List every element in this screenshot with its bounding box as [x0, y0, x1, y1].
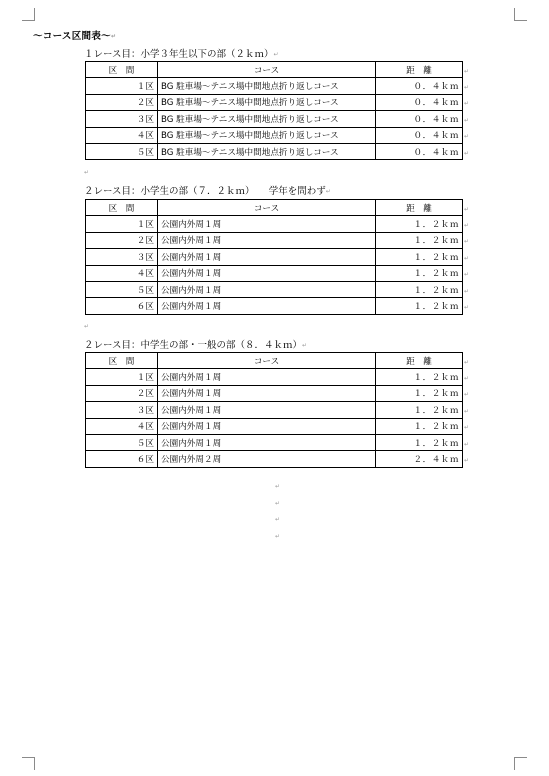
section-cell: ２区: [86, 385, 158, 401]
section-cell: ２区: [86, 232, 158, 248]
table-row: [86, 94, 463, 110]
section-cell: ５区: [86, 434, 158, 450]
section-cell: ４区: [86, 265, 158, 281]
course-cell: 公園内外周１周: [158, 232, 376, 248]
section-heading-3: ２レース目：中学生の部・一般の部（８．４ｋｍ）↵: [84, 340, 308, 351]
table-row: [86, 434, 463, 450]
row-end-mark: ↵: [464, 133, 470, 141]
distance-cell: ０．４ｋｍ: [376, 94, 463, 110]
section-cell: ３区: [86, 249, 158, 265]
course-table-3: [85, 352, 463, 468]
empty-paragraph-mark: ↵: [84, 169, 90, 176]
distance-cell: ０．４ｋｍ: [376, 78, 463, 94]
course-cell: 公園内外周１周: [158, 418, 376, 434]
table-row: [86, 216, 463, 232]
course-table-2: [85, 199, 463, 315]
table-row: [86, 451, 463, 467]
row-end-mark: ↵: [464, 67, 470, 75]
table-header-row: [86, 353, 463, 369]
row-end-mark: ↵: [464, 287, 470, 295]
table-row: [86, 369, 463, 385]
course-cell: 公園内外周１周: [158, 265, 376, 281]
distance-cell: ０．４ｋｍ: [376, 127, 463, 143]
course-cell: 公園内外周１周: [158, 369, 376, 385]
distance-cell: １．２ｋｍ: [376, 265, 463, 281]
table-row: [86, 78, 463, 94]
course-cell: 公園内外周１周: [158, 281, 376, 297]
section-cell: １区: [86, 78, 158, 94]
course-cell: BG 駐車場〜テニス場中間地点折り返しコース: [158, 111, 376, 127]
table-row: [86, 249, 463, 265]
section-cell: ６区: [86, 298, 158, 314]
section-heading-1: １レース目：小学３年生以下の部（２ｋｍ）↵: [84, 49, 279, 60]
table-row: [86, 281, 463, 297]
distance-cell: １．２ｋｍ: [376, 369, 463, 385]
row-end-mark: ↵: [464, 391, 470, 399]
section-cell: ４区: [86, 418, 158, 434]
header-course: コース: [158, 62, 376, 78]
row-end-mark: ↵: [464, 358, 470, 366]
course-cell: 公園内外周１周: [158, 385, 376, 401]
header-course: コース: [158, 353, 376, 369]
row-end-mark: ↵: [464, 238, 470, 246]
table-header-row: [86, 62, 463, 78]
table-row: [86, 143, 463, 159]
header-section: 区 間: [86, 353, 158, 369]
distance-cell: １．２ｋｍ: [376, 402, 463, 418]
distance-cell: １．２ｋｍ: [376, 249, 463, 265]
course-cell: 公園内外周１周: [158, 298, 376, 314]
row-end-mark: ↵: [464, 205, 470, 213]
distance-cell: １．２ｋｍ: [376, 434, 463, 450]
section-cell: ５区: [86, 143, 158, 159]
empty-paragraph-mark: ↵: [275, 516, 281, 523]
header-section: 区 間: [86, 62, 158, 78]
distance-cell: ２．４ｋｍ: [376, 451, 463, 467]
row-end-mark: ↵: [464, 116, 470, 124]
row-end-mark: ↵: [464, 424, 470, 432]
document-title: 〜コース区間表〜↵: [33, 31, 117, 42]
section-cell: ２区: [86, 94, 158, 110]
course-table-1: [85, 61, 463, 160]
course-cell: BG 駐車場〜テニス場中間地点折り返しコース: [158, 78, 376, 94]
course-cell: 公園内外周２周: [158, 451, 376, 467]
section-cell: ３区: [86, 402, 158, 418]
row-end-mark: ↵: [464, 84, 470, 92]
header-section: 区 間: [86, 200, 158, 216]
course-cell: BG 駐車場〜テニス場中間地点折り返しコース: [158, 143, 376, 159]
table-row: [86, 232, 463, 248]
course-cell: 公園内外周１周: [158, 249, 376, 265]
distance-cell: １．２ｋｍ: [376, 418, 463, 434]
row-end-mark: ↵: [464, 304, 470, 312]
table-header-row: [86, 200, 463, 216]
section-cell: ５区: [86, 281, 158, 297]
table-row: [86, 298, 463, 314]
empty-paragraph-mark: ↵: [275, 500, 281, 507]
distance-cell: ０．４ｋｍ: [376, 143, 463, 159]
header-distance: 距 離: [376, 353, 463, 369]
course-cell: 公園内外周１周: [158, 402, 376, 418]
row-end-mark: ↵: [464, 457, 470, 465]
header-course: コース: [158, 200, 376, 216]
table-row: [86, 418, 463, 434]
table-row: [86, 127, 463, 143]
course-cell: 公園内外周１周: [158, 434, 376, 450]
section-heading-2: ２レース目：小学生の部（７．２ｋｍ） 学年を問わず↵: [84, 186, 331, 197]
crop-mark-top-right: [514, 8, 527, 21]
distance-cell: ０．４ｋｍ: [376, 111, 463, 127]
row-end-mark: ↵: [464, 100, 470, 108]
row-end-mark: ↵: [464, 271, 470, 279]
row-end-mark: ↵: [464, 407, 470, 415]
row-end-mark: ↵: [464, 149, 470, 157]
empty-paragraph-mark: ↵: [84, 323, 90, 330]
section-cell: ６区: [86, 451, 158, 467]
distance-cell: １．２ｋｍ: [376, 216, 463, 232]
section-cell: ４区: [86, 127, 158, 143]
row-end-mark: ↵: [464, 222, 470, 230]
table-row: [86, 111, 463, 127]
crop-mark-top-left: [22, 8, 35, 21]
table-row: [86, 402, 463, 418]
distance-cell: １．２ｋｍ: [376, 298, 463, 314]
empty-paragraph-mark: ↵: [275, 533, 281, 540]
section-cell: ３区: [86, 111, 158, 127]
empty-paragraph-mark: ↵: [275, 483, 281, 490]
course-cell: BG 駐車場〜テニス場中間地点折り返しコース: [158, 127, 376, 143]
header-distance: 距 離: [376, 62, 463, 78]
section-cell: １区: [86, 216, 158, 232]
header-distance: 距 離: [376, 200, 463, 216]
distance-cell: １．２ｋｍ: [376, 281, 463, 297]
section-cell: １区: [86, 369, 158, 385]
crop-mark-bottom-right: [514, 757, 527, 770]
table-row: [86, 265, 463, 281]
crop-mark-bottom-left: [22, 757, 35, 770]
row-end-mark: ↵: [464, 254, 470, 262]
table-row: [86, 385, 463, 401]
distance-cell: １．２ｋｍ: [376, 232, 463, 248]
distance-cell: １．２ｋｍ: [376, 385, 463, 401]
course-cell: BG 駐車場〜テニス場中間地点折り返しコース: [158, 94, 376, 110]
course-cell: 公園内外周１周: [158, 216, 376, 232]
row-end-mark: ↵: [464, 440, 470, 448]
row-end-mark: ↵: [464, 375, 470, 383]
